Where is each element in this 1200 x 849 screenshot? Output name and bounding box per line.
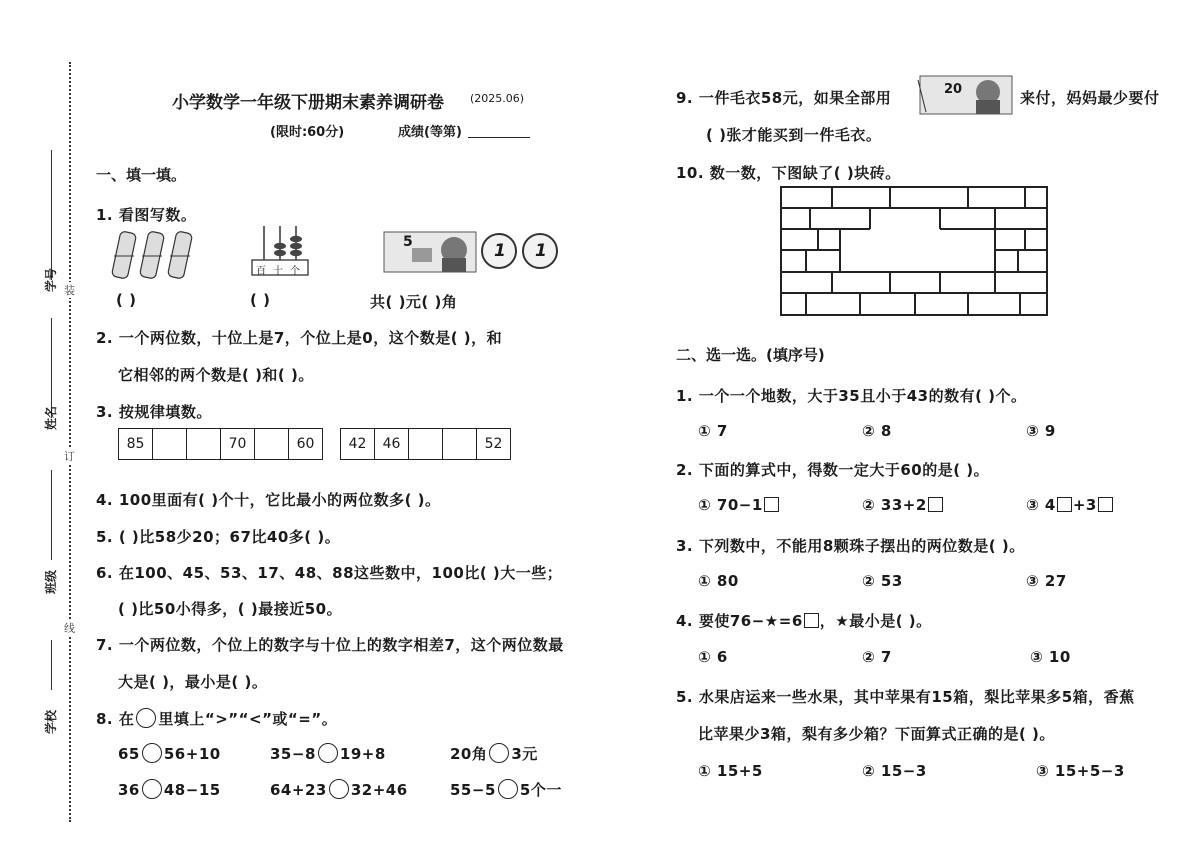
compare-circle-icon (136, 708, 156, 728)
seq2-cell[interactable]: 46 (375, 429, 409, 459)
section1-heading: 一、填一填。 (96, 166, 187, 184)
stick-bundles-image (108, 226, 194, 282)
name-line[interactable] (51, 318, 52, 418)
student-id-line[interactable] (51, 150, 52, 280)
q1-blank-abacus[interactable]: ( ) (250, 291, 271, 309)
q4-text: 4. 100里面有( )个十，它比最小的两位数多( )。 (96, 491, 441, 509)
cut-mark-ding: 订 (64, 450, 75, 463)
s2-q1: 1. 一个一个地数，大于35且小于43的数有( )个。 (676, 387, 1027, 405)
q9-line1-pre: 9. 一件毛衣58元，如果全部用 (676, 89, 892, 107)
s2-q4: 4. 要使76−★=6 ，★最小是( )。 (676, 612, 932, 630)
score-blank (468, 137, 530, 138)
seq2-cell[interactable]: 42 (341, 429, 375, 459)
five-yuan-note-image (382, 228, 478, 276)
coins-image (480, 232, 560, 272)
compare-circle-blank[interactable] (142, 743, 162, 763)
seq1-cell[interactable]: 70 (221, 429, 255, 459)
twenty-yuan-value: 20 (944, 82, 963, 97)
section2-heading: 二、选一选。(填序号) (676, 346, 825, 364)
page-title: 小学数学一年级下册期末素养调研卷 (172, 93, 444, 113)
q6-line2: ( )比50小得多，( )最接近50。 (118, 600, 343, 618)
q8-item: 55−5 5个一 (450, 781, 562, 799)
s2-q4-opt-a[interactable]: ① 6 (698, 648, 728, 666)
abacus-ones: 个 (290, 266, 300, 277)
box-blank (804, 613, 819, 628)
sequence-grid-1 (118, 428, 323, 460)
seq1-cell[interactable] (153, 429, 187, 459)
s2-q4-opt-c[interactable]: ③ 10 (1030, 648, 1071, 666)
s2-q3-opt-c[interactable]: ③ 27 (1026, 572, 1067, 590)
q8-item: 65 56+10 (118, 745, 221, 763)
q2-line2: 它相邻的两个数是( )和( )。 (118, 366, 314, 384)
seq1-cell[interactable]: 60 (296, 436, 315, 452)
s2-q1-opt-a[interactable]: ① 7 (698, 422, 728, 440)
twenty-yuan-note-image (916, 72, 1016, 118)
q8-item: 64+23 32+46 (270, 781, 408, 799)
coin-2-value: 1 (535, 241, 547, 261)
time-limit: (限时:60分) (270, 125, 345, 140)
student-id-label: 学号 (44, 267, 58, 292)
cut-mark-xian: 线 (64, 622, 75, 635)
q10-text: 10. 数一数，下图缺了( )块砖。 (676, 164, 901, 182)
q5-text: 5. ( )比58少20；67比40多( )。 (96, 528, 341, 546)
exam-date: (2025.06) (470, 92, 525, 105)
s2-q5-line1: 5. 水果店运来一些水果，其中苹果有15箱，梨比苹果多5箱，香蕉 (676, 688, 1135, 706)
s2-q5-opt-a[interactable]: ① 15+5 (698, 762, 763, 780)
q3-text: 3. 按规律填数。 (96, 403, 212, 421)
name-label: 姓名 (44, 405, 58, 430)
compare-circle-blank[interactable] (142, 779, 162, 799)
q7-line2: 大是( )，最小是( )。 (118, 673, 268, 691)
compare-circle-blank[interactable] (489, 743, 509, 763)
s2-q2-opt-a[interactable]: ① 70−1 (698, 496, 780, 514)
s2-q2-opt-b[interactable]: ② 33+2 (862, 496, 944, 514)
brick-wall-image (780, 186, 1048, 316)
q6-line1: 6. 在100、45、53、17、48、88这些数中，100比( )大一些； (96, 564, 563, 582)
abacus-hundreds: 百 (256, 266, 266, 277)
q9-line1-post: 来付，妈妈最少要付 (1020, 89, 1160, 107)
seq1-cell[interactable] (255, 429, 289, 459)
q8-item: 36 48−15 (118, 781, 221, 799)
seq2-cell[interactable] (443, 429, 477, 459)
s2-q4-opt-b[interactable]: ② 7 (862, 648, 892, 666)
q9-line2: ( )张才能买到一件毛衣。 (706, 126, 882, 144)
score-field[interactable]: 成绩(等第) (398, 121, 530, 140)
s2-q2-opt-c[interactable]: ③ 4 +3 (1026, 496, 1114, 514)
class-line[interactable] (51, 470, 52, 560)
school-label: 学校 (44, 709, 58, 734)
q2-line1: 2. 一个两位数，十位上是7，个位上是0，这个数是( )，和 (96, 329, 503, 347)
coin-1-value: 1 (494, 241, 506, 261)
s2-q5-opt-c[interactable]: ③ 15+5−3 (1036, 762, 1125, 780)
q8-item: 35−8 19+8 (270, 745, 386, 763)
q1-money-total[interactable]: 共( )元( )角 (370, 293, 458, 311)
s2-q1-opt-c[interactable]: ③ 9 (1026, 422, 1056, 440)
s2-q2: 2. 下面的算式中，得数一定大于60的是( )。 (676, 461, 990, 479)
q1-blank-sticks[interactable]: ( ) (116, 291, 137, 309)
five-yuan-value: 5 (403, 234, 413, 250)
cut-mark-zhuang: 装 (64, 284, 75, 297)
abacus-tens: 十 (273, 266, 283, 277)
seq1-cell[interactable] (187, 429, 221, 459)
q1-text: 1. 看图写数。 (96, 206, 197, 224)
box-blank (1057, 497, 1072, 512)
q8-item: 20角 3元 (450, 745, 538, 763)
box-blank (928, 497, 943, 512)
compare-circle-blank[interactable] (498, 779, 518, 799)
sequence-grid-2 (340, 428, 511, 460)
compare-circle-blank[interactable] (318, 743, 338, 763)
q7-line1: 7. 一个两位数，个位上的数字与十位上的数字相差7，这个两位数最 (96, 636, 564, 654)
class-label: 班级 (44, 569, 58, 594)
box-blank (1098, 497, 1113, 512)
box-blank (764, 497, 779, 512)
seq2-cell[interactable]: 52 (484, 436, 503, 452)
q8-text: 8. 在 里填上“>”“<”或“=”。 (96, 710, 338, 728)
seq2-cell[interactable] (409, 429, 443, 459)
s2-q5-opt-b[interactable]: ② 15−3 (862, 762, 927, 780)
compare-circle-blank[interactable] (329, 779, 349, 799)
seq1-cell[interactable]: 85 (119, 429, 153, 459)
s2-q3-opt-b[interactable]: ② 53 (862, 572, 903, 590)
s2-q1-opt-b[interactable]: ② 8 (862, 422, 892, 440)
binding-dotted-line (69, 62, 71, 822)
s2-q3-opt-a[interactable]: ① 80 (698, 572, 739, 590)
school-line[interactable] (51, 640, 52, 690)
s2-q5-line2: 比苹果少3箱，梨有多少箱？下面算式正确的是( )。 (698, 725, 1055, 743)
s2-q3: 3. 下列数中，不能用8颗珠子摆出的两位数是( )。 (676, 537, 1025, 555)
